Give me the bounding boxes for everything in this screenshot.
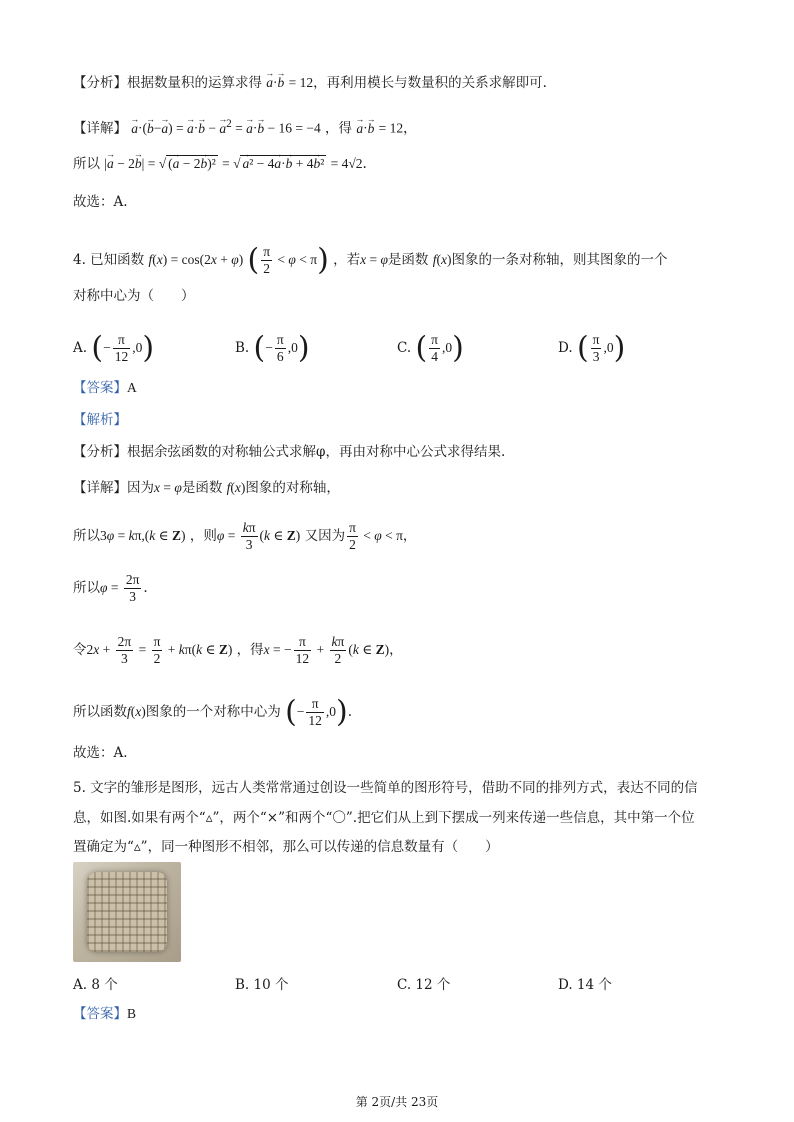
q3-choice: 故选：A. [73, 194, 128, 210]
q4-detail: 【详解】因为x = φ是函数 f(x)图象的对称轴， [73, 480, 340, 496]
q4-option-a[interactable]: A. (− $\frac{\pi}{12}$ ,0) [73, 330, 155, 366]
q4-option-c[interactable]: C. ( $\frac{\pi}{4}$ ,0) [397, 330, 464, 366]
q4-stem-line2: 对称中心为（ ） [73, 288, 195, 304]
q4-stem: 4. 已知函数 f(x) = cos(2x + φ) ( $\frac{\pi}{2}$ < φ < π) ，若x = φ是函数 f(x)图象的一条对称轴，则其图象的一个 [73, 242, 668, 278]
q5-stem-line2: 息，如图.如果有两个“▵”，两个“×”和两个“〇”.把它们从上到下摆成一列来传递一些信息，其中第一个位 [73, 810, 695, 826]
q4-detail-line4: 令2x + $\frac{2\pi}{3}$ = $\frac{\pi}{2}$ + kπ(k ∈ Z) ，得x = − $\frac{\pi}{12}$ + $\frac{k\pi}{2}$ (k ∈ Z)， [73, 634, 403, 666]
q5-stem-line3: 置确定为“▵”，同一种图形不相邻，那么可以传递的信息数量有（ ） [73, 839, 499, 855]
q5-option-b[interactable]: B. 10 个 [235, 977, 289, 993]
q4-option-d[interactable]: D. ( $\frac{\pi}{3}$ ,0) [558, 330, 626, 366]
q5-answer: 【答案】B [73, 1006, 137, 1022]
q4-choice: 故选：A. [73, 745, 128, 761]
q5-option-d[interactable]: D. 14 个 [558, 977, 612, 993]
q3-therefore: 所以 |→ a − 2→ b| = √ (→ a − 2→ b)² = √→ a² − 4→ a·→ b + 4→ b² = 4√2. [73, 154, 367, 174]
q4-detail-line3: 所以φ = $\frac{2\pi}{3}$ . [73, 572, 148, 604]
q5-stem-line1: 5. 文字的雏形是图形，远古人类常常通过创设一些简单的图形符号，借助不同的排列方式，表达不同的信 [73, 780, 698, 796]
q4-analysis: 【分析】根据余弦函数的对称轴公式求解φ，再由对称中心公式求得结果. [73, 444, 506, 460]
q4-detail-line5: 所以函数f(x)图象的一个对称中心为 (− $\frac{\pi}{12}$ ,0). [73, 694, 353, 730]
q5-option-a[interactable]: A. 8 个 [73, 977, 118, 993]
q4-jiexi: 【解析】 [73, 412, 127, 428]
q5-option-c[interactable]: C. 12 个 [397, 977, 451, 993]
page-footer: 第 2页/共 23页 [355, 1095, 439, 1109]
q3-detail: 【详解】 → a·(→ b−→ a) = → a·→ b − → $a^2$ = → a·→ b − 16 = −4 ，得 → a·→ b = 12， [73, 114, 417, 139]
clay-tablet-image [73, 862, 181, 962]
q4-answer: 【答案】A [73, 380, 137, 396]
q3-analysis: 【分析】根据数量积的运算求得 → a·→ b = 12，再利用模长与数量积的关系求解即可. [73, 73, 547, 93]
q4-option-b[interactable]: B. (− $\frac{\pi}{6}$ ,0) [235, 330, 310, 366]
q4-detail-line2: 所以3φ = kπ,(k ∈ Z) ，则φ = $\frac{k\pi}{3}$ (k ∈ Z) 又因为 $\frac{\pi}{2}$ < φ < π， [73, 520, 417, 552]
